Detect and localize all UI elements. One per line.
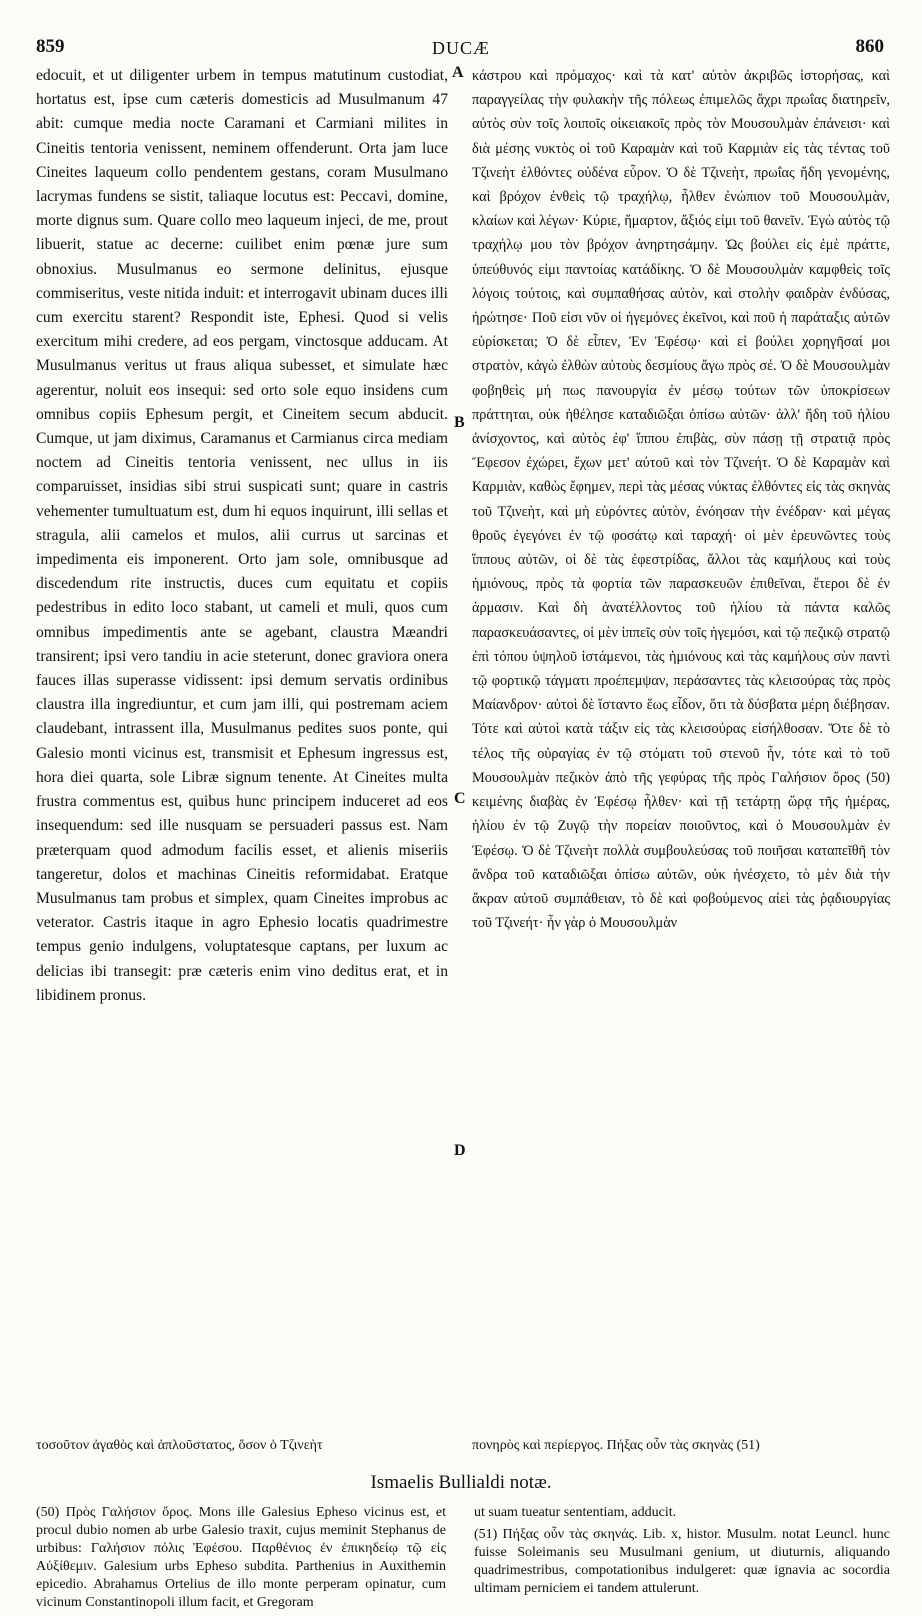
side-mark-a: A — [452, 64, 464, 81]
side-mark-c: C — [454, 790, 466, 807]
running-title: DUCÆ — [431, 38, 490, 58]
greek-paragraph: κάστρου καὶ πρόμαχος· καὶ τὰ κατ' αὐτὸν ἀκριβῶς ἱστορήσας, καὶ παραγγείλας τὴν φυλακὴν τῆς πόλεως ἐπιμελῶς ἄχρι πρωΐας διατηρεῖν, αὐτὸς σὺν τοῖς λοιποῖς οἰκειακοῖς πρὸς τὸν Μουσουλμὰν ἐπάνεισι· καὶ διὰ μέσης νυκτὸς οἱ τοῦ Καραμὰν καὶ τοῦ Καρμιὰν εἰς τὰς τέντας τοῦ Τζινεὴτ ἐλθόντες οὐδένα εὗρον. Ὁ δὲ Τζινεὴτ, πρωΐας ἤδη γενομένης, καὶ βρόχον ἐνθεὶς τῷ τραχήλῳ, ἦλθεν ἐνώπιον τοῦ Μουσουλμὰν, κλαίων καὶ λέγων· Κύριε, ἥμαρτον, ἄξιός εἰμι τοῦ θανεῖν. Ἐγὼ αὐτὸς τῷ τραχήλῳ μου τὸν βρόχον ἀνηρτησάμην. Ὡς βούλει εἰς ἐμὲ πράττε, ὑπεύθυνός εἰμι παντοίας κατάδίκης. Ὁ δὲ Μουσουλμὰν καμφθεὶς τοῖς λόγοις τούτοις, καὶ συμπαθήσας αὐτὸν, καὶ στολὴν φαιδρὰν ἐνδύσας, ἠρώτησε· Ποῦ εἰσι νῦν οἱ ἡγεμόνες ἐκεῖνοι, καὶ ποῦ ἡ παράταξις αὐτῶν εὑρίσκεται; Ὁ δὲ εἶπεν, Ἐν Ἐφέσῳ· καὶ εἰ βούλει χορηγῆσαί μοι στρατὸν, κἀγὼ ἐλθὼν αὐτοὺς δεσμίους ἄγω πρὸς σέ. Ὁ δὲ Μουσουλμὰν φοβηθεὶς μή πως πανουργία ἐν μέσῳ τούτων τῶν ὑποκρίσεων πράττηται, οὐκ ἠθέλησε καταδιῶξαι ὀπίσω αὐτῶν· ἀλλ' ἤδη τοῦ ἡλίου ἀνίσχοντος, καὶ αὐτὸς ἐφ' ἵππου ἐπιβὰς, σὺν πάσῃ τῇ στρατιᾷ πρὸς Ἔφεσον ἐχώρει, ἔχων μετ' αὐτοῦ καὶ τὸν Τζινεήτ. Ὁ δὲ Καραμὰν καὶ Καρμιὰν, καθὼς ἔφημεν, περὶ τὰς μέσας νύκτας ἐλθόντες εἰς τὰς σκηνὰς τοῦ Τζινεὴτ, καὶ μὴ εὑρόντες αὐτὸν, ἐνόησαν τὴν ἐνέδραν· καὶ μέγας θροῦς ἐγεγόνει ἐν τῷ φοσάτῳ καὶ ταραχή· οἱ μὲν ἐρευνῶντες τοὺς ἵππους αὐτῶν, οἱ δὲ τὰς ἐφεστρίδας, ἄλλοι τὰς καμήλους καὶ τοὺς ἡμιόνους, πρὸς τὰ φορτία τῶν παρασκευῶν ἐπιθεῖναι, ἕτεροι δὲ ἐν ἁρμασιν. Καὶ δὴ ἀνατέλλοντος τοῦ ἡλίου τὰ πάντα καλῶς παρασκευάσαντες, οἱ μὲν ἱππεῖς σὺν τοῖς ἡγεμόσι, καὶ τῷ πεζικῷ στρατῷ ἐπὶ τόπου ὑψηλοῦ ἱστάμενοι, τὰς ἡμιόνους καὶ τὰς καμήλους σὺν παντὶ τῷ φορτικῷ τάγματι προέπεμψαν, περάσαντες τὰς κλεισούρας τὰς πρὸς Μαίανδρον· αὐτοὶ δὲ ἵσταντο ἕως εἶδον, ὅτι τὰ δύσβατα μέρη διέβησαν. Τότε καὶ αὐτοὶ κατὰ τάξιν εἰς τὰς κλεισούρας εἰσήλθοσαν. Ὅτε δὲ τὸ τέλος τῆς οὐραγίας ἐν τῷ στόματι τοῦ στενοῦ ἦν, τότε καὶ τὸ τοῦ Μουσουλμὰν πεζικὸν ἀπὸ τῆς γεφύρας τῆς πρὸς Γαλήσιον ὄρος (50) κειμένης διαβὰς ἐν Ἐφέσῳ ἦλθεν· καὶ τῇ τετάρτῃ ὥρᾳ τῆς ἡμέρας, ἡλίου ἐν τῷ Ζυγῷ τὴν πορείαν ποιοῦντος, καὶ ὁ Μουσουλμὰν ἐν Ἐφέσῳ. Ὁ δὲ Τζινεὴτ πολλὰ συμβουλεύσας τοῦ ποιῆσαι καταπεῖθῆ τὸν ἄνδρα τοῦ καταδιῶξαι ὀπίσω αὐτῶν, οὐκ ἠνέσχετο, τὸ μὲν διὰ τὴν ἄκραν αὐτοῦ συμπάθειαν, τὸ δὲ καὶ φοβούμενος αἰεὶ τὰς ῥᾳδιουργίας τοῦ Τζινεήτ· ἦν γὰρ ὁ Μουσουλμὰν — [472, 68, 890, 932]
side-mark-b: B — [454, 414, 465, 431]
latin-paragraph: edocuit, et ut diligenter urbem in tempus matutinum custodiat, hortatus est, ipse cum cæteris domesticis ad Musulmanum 47 abit: cumque media nocte Caramani et Carmiani milites in Cineitis tentoria venissent, neminem offenderunt. Orta jam luce Cineites laqueum collo pendentem gestans, coram Musulmano lacrymas fundens se sistit, taliaque locutus est: Peccavi, domine, morte dignus sum. Quare collo meo laqueum injeci, de me, prout libuerit, statue ac decerne: cuilibet enim pœnæ jure sum obnoxius. Musulmanus eo sermone delinitus, ejusque commiseritus, veste nitida induit: et interrogavit ubinam duces illi cum exercitu starent? Respondit iste, Ephesi. Quod si velis exercitum mihi credere, ad eos pergam, vinctosque adducam. At Musulmanus veritus ut fraus aliqua subesset, et simulate hæc agerentur, noluit eos insequi: sed orto sole equo insidens cum omnibus copiis Ephesum pergit, et Cineitem secum abducit. Cumque, ut jam diximus, Caramanus et Carmianus circa mediam noctem ad Cineitis tentoria venissent, nec ullus in iis comparuisset, insidias sibi strui suspicati sunt; quare in castris vehementer tumultuatum est, dum hi equos inquirunt, illi sellas et stragula, alii camelos et mulos, alii currus ut sarcinas et impedimenta eis imponerent. Orto jam sole, omnibusque ad discedendum rite instructis, duces cum equitatu et copiis pedestribus in edito loco stabant, ut cameli et muli, quos cum omnibus impedimentis ante se agebant, claustra Mæandri transirent; ipsi vero tandiu in acie steterunt, donec graviora onera fauces illas superasse vidissent: ipsi demum servatis ordinibus claustra illa ingrediuntur, et cum jam illi, qui postremam aciem claudebant, intrassent illa, Musulmanus pedites suos ponte, qui Galesio monti vicinus est, transmisit et Ephesum ingressus est, hora diei quarta, sole Libræ signum tenente. At Cineites multa frustra commentus est, quibus hunc principem induceret ad eos insequendum: sed ille nusquam se persuaderi passus est. Nam præterquam quod admodum facilis esset, et alienis miseriis tangeretur, dolos et machinas Cineitis reformidabat. Eratque Musulmanus tam probus et simplex, quam Cineites improbus ac veterator. Castris itaque in agro Ephesio locatis quadrimestre tempus genio indulgens, voluptatesque captans, per luxum ac delicias ibi transegit: præ cæteris enim vino deditus erat, et in libidinem pronus. — [36, 67, 448, 1004]
note-51: (51) Πήξας οὖν τὰς σκηνάς. Lib. x, histor. Musulm. notat Leuncl. hunc fuisse Soleimanis seu Musulmani genium, ut diuturnis, aliquando quadrimestribus, compotationibus indulgeret: quæ ignavia ac socordia ultimam perniciem ei tandem attulerunt. — [474, 1527, 890, 1596]
note-50-continuation: ut suam tueatur sententiam, adducit. — [474, 1505, 677, 1520]
bottom-line-left: τοσοῦτον ἀγαθὸς καὶ ἁπλοῦστατος, ὅσον ὁ Τζινεὴτ — [36, 1438, 323, 1453]
side-mark-d: D — [454, 1142, 466, 1159]
notes-right-column — [474, 1504, 890, 1602]
notes-title: Ismaelis Bullialdi notæ. — [370, 1472, 552, 1493]
greek-column — [472, 64, 890, 935]
note-50: (50) Πρὸς Γαλήσιον ὄρος. Mons ille Galesius Epheso vicinus est, et procul dubio nomen ab urbe Galesio traxit, cujus meminit Stephanus de urbibus: Γαλήσιον πόλις Ἐφέσου. Παρθένιος ἐν ἐπικηδείῳ τῷ εἰς Αὐξίθεμιν. Galesium urbs Epheso subdita. Parthenius in Auxithemin epicedio. Abrahamus Ortelius de illo monte perperam opinatur, cum vicinum Constantinopoli illum facit, et Gregoram — [36, 1505, 446, 1610]
page-number-right: 860 — [855, 36, 884, 57]
page-number-left: 859 — [36, 36, 65, 57]
latin-column — [36, 64, 448, 1008]
notes-left-column — [36, 1504, 446, 1616]
bottom-line-right: πονηρὸς καὶ περίεργος. Πήξας οὖν τὰς σκηνὰς (51) — [472, 1438, 760, 1453]
